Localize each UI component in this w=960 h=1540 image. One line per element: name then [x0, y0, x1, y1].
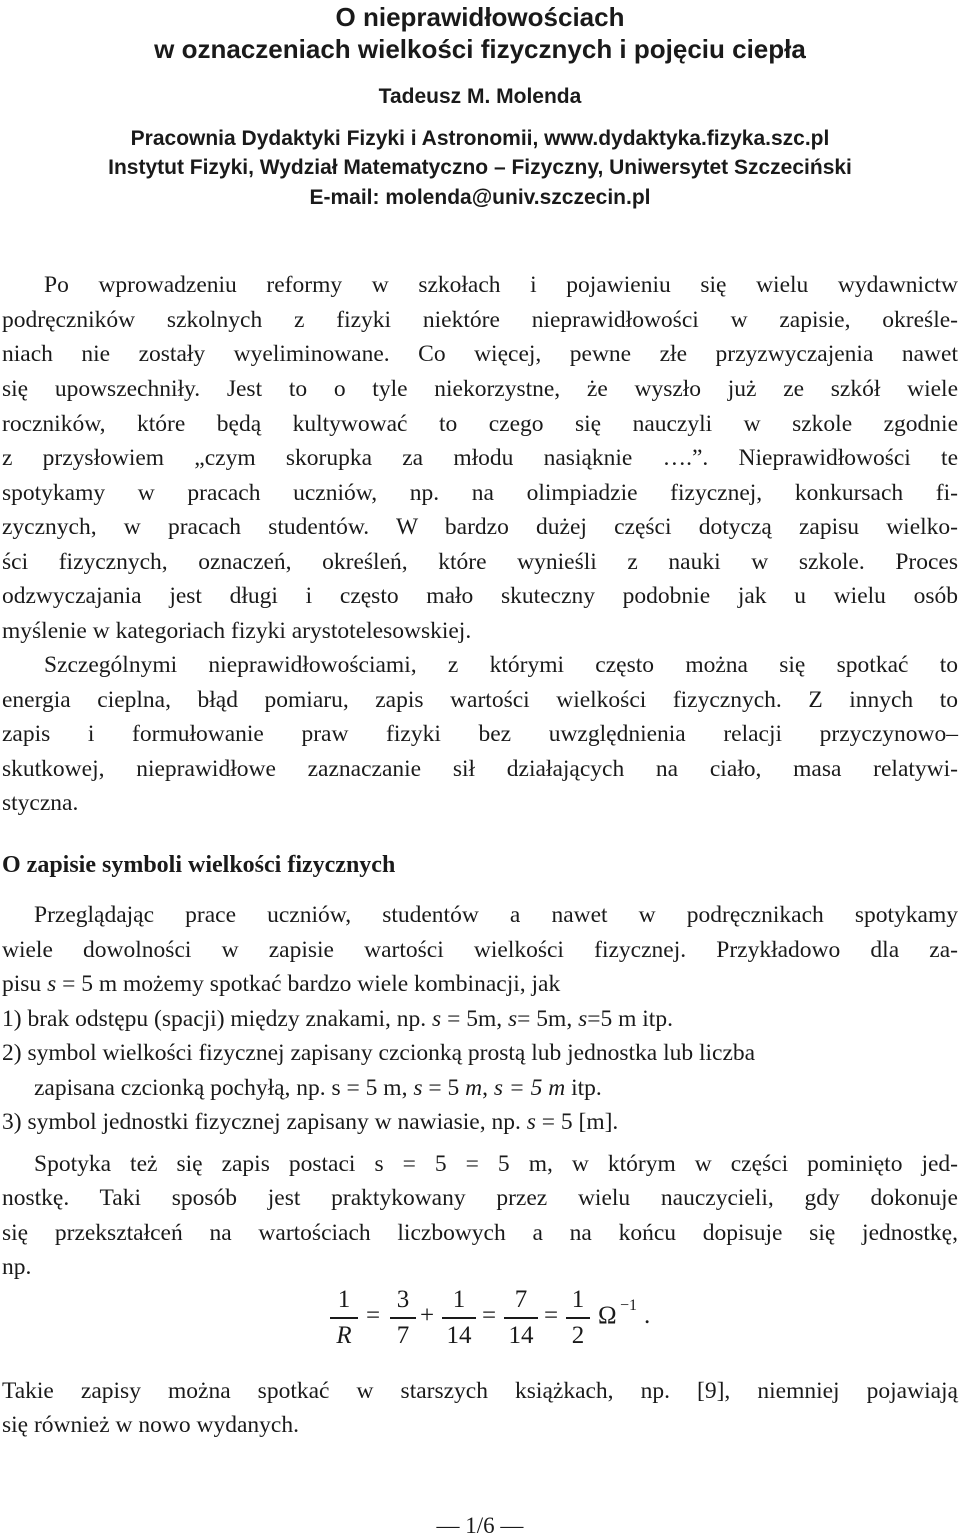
intro-p1-line: spotykamy w pracach uczniów, np. na olimpiadzie fizycznej, konkursach fi-: [2, 480, 958, 506]
list-item-3: 3) symbol jednostki fizycznej zapisany w nawiasie, np. s = 5 [m].: [2, 1109, 619, 1135]
intro-p1-line: roczników, które będą kultywować to czego się nauczyli w szkole zgodnie: [2, 411, 958, 437]
intro-p2-line: zapis i formułowanie praw fizyki bez uwzględnienia relacji przyczynowo–: [2, 721, 958, 747]
section-p3-line: się również w nowo wydanych.: [2, 1412, 299, 1438]
affiliation-line-2: Instytut Fizyki, Wydział Matematyczno – Fizyczny, Uniwersytet Szczeciński: [108, 156, 852, 179]
exponent: −1: [620, 1297, 638, 1314]
email: E-mail: molenda@univ.szczecin.pl: [309, 186, 651, 209]
author: Tadeusz M. Molenda: [378, 85, 582, 108]
title-line-2: w oznaczeniach wielkości fizycznych i pojęciu ciepła: [154, 34, 806, 64]
fraction: 7 14: [504, 1285, 538, 1351]
intro-p1-line: Po wprowadzeniu reformy w szkołach i pojawieniu się wielu wydawnictw: [44, 272, 958, 298]
intro-p1-line: podręczników szkolnych z fizyki niektóre nieprawidłowości w zapisie, określe-: [2, 307, 958, 333]
section-p1-line: Przeglądając prace uczniów, studentów a nawet w podręcznikach spotykamy: [34, 902, 958, 928]
section-heading: O zapisie symboli wielkości fizycznych: [2, 852, 396, 878]
section-p3-line: Takie zapisy można spotkać w starszych książkach, np. [9], niemniej pojawiają: [2, 1378, 958, 1404]
ohm-symbol: Ω: [598, 1302, 617, 1329]
fraction: 1 14: [442, 1285, 476, 1351]
list-item-2: 2) symbol wielkości fizycznej zapisany czcionką prostą lub jednostka lub liczba: [2, 1040, 756, 1066]
plus-sign: +: [420, 1302, 435, 1329]
title-line-1: O nieprawidłowościach: [335, 2, 625, 32]
equals-sign: =: [544, 1302, 559, 1329]
formula: [330, 1285, 660, 1357]
page-number: — 1/6 —: [436, 1513, 524, 1538]
section-p2-line: np.: [2, 1254, 32, 1280]
intro-p2-line: Szczególnymi nieprawidłowościami, z którymi często można się spotkać to: [44, 652, 958, 678]
equals-sign: =: [482, 1302, 497, 1329]
list-item-1: 1) brak odstępu (spacji) między znakami, np. s = 5m, s= 5m, s=5 m itp.: [2, 1006, 673, 1032]
intro-p1-line: ści fizycznych, oznaczeń, określeń, które wynieśli z nauki w szkole. Proces: [2, 549, 958, 575]
intro-p1-line: z przysłowiem „czym skorupka za młodu nasiąknie ….”. Nieprawidłowości te: [2, 445, 958, 471]
fraction: 1 2: [566, 1285, 590, 1351]
fraction: 3 7: [390, 1285, 416, 1351]
section-p2-line: się przekształceń na wartościach liczbowych a na końcu dopisuje się jednostkę,: [2, 1220, 958, 1246]
intro-p1-line: się upowszechniły. Jest to o tyle niekorzystne, że wyszło już ze szkół wiele: [2, 376, 958, 402]
fraction: 1 R: [330, 1285, 358, 1351]
intro-p1-line: myślenie w kategoriach fizyki arystotelesowskiej.: [2, 618, 472, 644]
intro-p1-line: odzwyczajania jest długi i często mało skuteczny podobnie jak u wielu osób: [2, 583, 958, 609]
intro-p1-line: niach nie zostały wyeliminowane. Co więcej, pewne złe przyzwyczajenia nawet: [2, 341, 958, 367]
section-p2-line: Spotyka też się zapis postaci s = 5 = 5 m, w którym w części pominięto jed-: [34, 1151, 958, 1177]
section-p1-line: wiele dowolności w zapisie wartości wielkości fizycznej. Przykładowo dla za-: [2, 937, 958, 963]
intro-p2-line: skutkowej, nieprawidłowe zaznaczanie sił działających na ciało, masa relatywi-: [2, 756, 958, 782]
section-p2-line: nostkę. Taki sposób jest praktykowany przez wielu nauczycieli, gdy dokonuje: [2, 1185, 958, 1211]
intro-p2-line: styczna.: [2, 790, 79, 816]
equals-sign: =: [366, 1302, 381, 1329]
intro-p2-line: energia cieplna, błąd pomiaru, zapis wartości wielkości fizycznych. Z innych to: [2, 687, 958, 713]
affiliation-line-1: Pracownia Dydaktyki Fizyki i Astronomii, www.dydaktyka.fizyka.szc.pl: [130, 127, 830, 150]
list-item-2-cont: zapisana czcionką pochyłą, np. s = 5 m, s = 5 m, s = 5 m itp.: [34, 1075, 602, 1101]
intro-p1-line: zycznych, w pracach studentów. W bardzo dużej części dotyczą zapisu wielko-: [2, 514, 958, 540]
section-p1-line: pisu s = 5 m możemy spotkać bardzo wiele kombinacji, jak: [2, 971, 561, 997]
formula-period: .: [644, 1302, 651, 1329]
